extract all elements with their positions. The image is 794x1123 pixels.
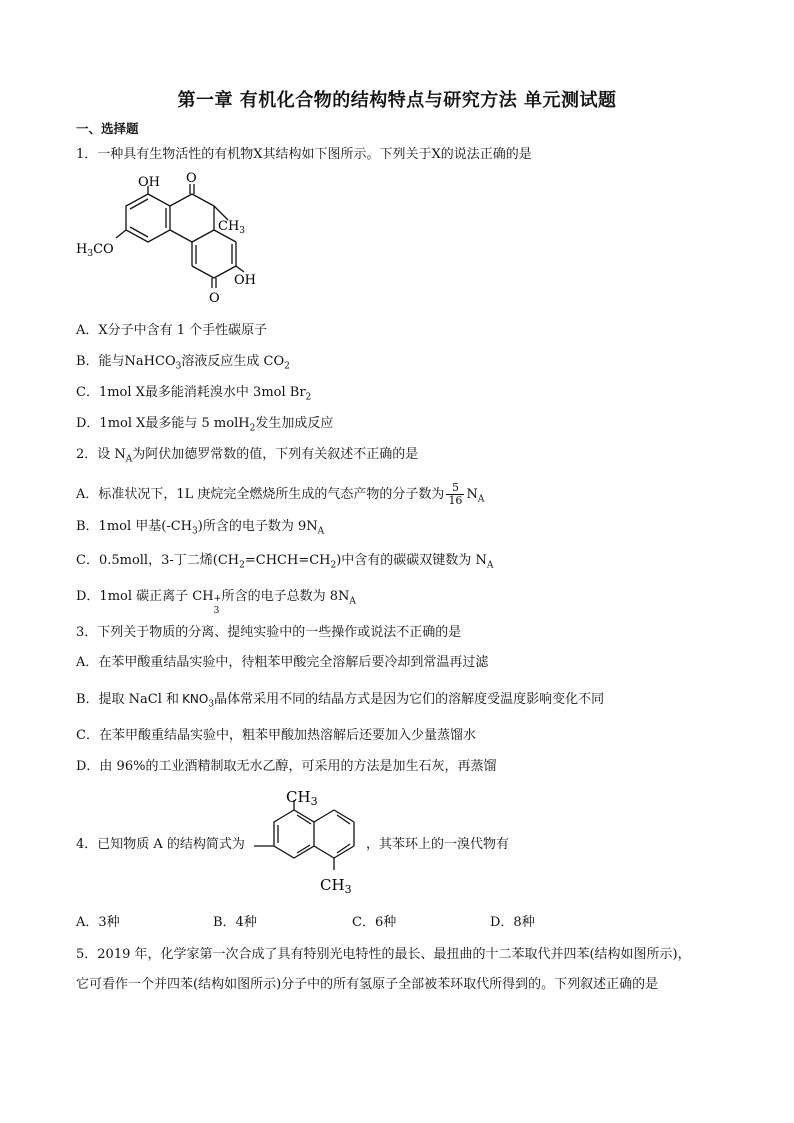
q3-option-d: D．由 96%的工业酒精制取无水乙醇，可采用的方法是加生石灰，再蒸馏	[76, 759, 497, 774]
q1-ch3-label: $CH_3$	[218, 219, 246, 236]
q2-option-a: A．标准状况下，1L 庚烷完全燃烧所生成的气态产物的分子数为 $\frac{5}{16}$ $N_A$	[76, 481, 485, 507]
q1-option-d: D．1mol X最多能与 5 molH$_2$发生加成反应	[76, 416, 334, 434]
q1-oh-top-label: OH	[138, 175, 160, 190]
q5-stem-line-1: 5．2019 年，化学家第一次合成了具有特别光电特性的最长、最扭曲的十二苯取代并四苯(结构如图所示)，	[76, 947, 691, 962]
q1-o-bottom-label: O	[209, 291, 220, 306]
q1-option-c: C．1mol X最多能消耗溴水中 3mol $Br_2$	[76, 385, 312, 403]
q1-stem: 1．一种具有生物活性的有机物X其结构如下图所示。下列关于X的说法正确的是	[76, 147, 532, 162]
q4-option-a: A．3种	[76, 915, 120, 930]
q4-ch3-bottom-label: $CH_3$	[320, 876, 352, 896]
q4-stem-post: ，其苯环上的一溴代物有	[366, 837, 510, 852]
page-title: 第一章 有机化合物的结构特点与研究方法 单元测试题	[177, 90, 617, 111]
q4-option-d: D．8种	[490, 915, 535, 930]
q4-ch3-top-label: $CH_3$	[286, 788, 318, 808]
q4-option-b: B．4种	[213, 915, 257, 930]
q1-o-top-label: O	[186, 171, 197, 186]
q1-option-a: A．X分子中含有 1 个手性碳原子	[76, 323, 268, 338]
q1-molecule-structure	[76, 168, 266, 310]
q4-stem-pre: 4．已知物质 A 的结构简式为	[76, 837, 245, 852]
q3-option-a: A．在苯甲酸重结晶实验中，待粗苯甲酸完全溶解后要冷却到常温再过滤	[76, 655, 489, 670]
q1-oh-right-label: OH	[234, 273, 256, 288]
q2-option-c: C．0.5moll，3-丁二烯$(CH_2=CHCH=CH_2)$中含有的碳碳双键数为 $N_A$	[76, 553, 494, 571]
q3-stem: 3．下列关于物质的分离、提纯实验中的一些操作或说法不正确的是	[76, 625, 462, 640]
q4-naphthalene-structure	[254, 786, 364, 904]
q3-option-c: C．在苯甲酸重结晶实验中，粗苯甲酸加热溶解后还要加入少量蒸馏水	[76, 728, 476, 743]
q5-stem-line-2: 它可看作一个并四苯(结构如图所示)分子中的所有氢原子全部被苯环取代所得到的。下列叙述正确的是	[76, 977, 659, 992]
q1-h3co-label: $H_3CO$	[76, 242, 114, 259]
q2-stem: 2．设 $N_A$为阿伏加德罗常数的值，下列有关叙述不正确的是	[76, 447, 419, 465]
q2-option-d: D．1mol 碳正离子 CH + 3 所含的电子总数为 $8N_A$	[76, 589, 356, 616]
q4-option-c: C．6种	[352, 915, 397, 930]
q1-option-b: B．能与NaHCO$_3$溶液反应生成 $CO_2$	[76, 354, 290, 372]
q2-fraction: $\frac{5}{16}$	[448, 481, 463, 507]
section-heading: 一、选择题	[76, 121, 139, 136]
q2-option-b: B．1mol 甲基$(-CH_3)$所含的电子数为 $9N_A$	[76, 519, 325, 537]
q3-option-b: B．提取 NaCl 和 $KNO_3$晶体常采用不同的结晶方式是因为它们的溶解度受温度影响变化不同	[76, 692, 605, 710]
